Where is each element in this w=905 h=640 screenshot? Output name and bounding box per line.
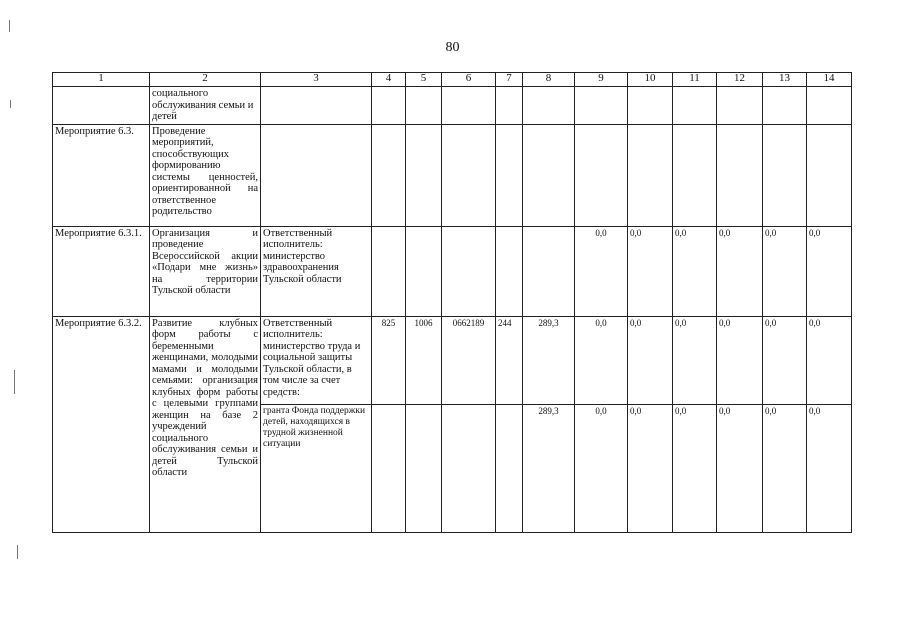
value-cell: 0,0	[717, 226, 763, 316]
budget-table	[52, 72, 852, 533]
table-cell	[372, 124, 406, 226]
value-cell: 0,0	[763, 226, 807, 316]
activity-description: Развитие клубных форм работы с беременными женщинами, молодыми мамами и молодыми семьями: организация клубных форм работы с целевыми группами женщин на базе 2 учреждений социального обслуживания семьи и детей Тульской области	[150, 316, 261, 532]
table-cell	[575, 87, 628, 125]
value-cell: 0,0	[717, 404, 763, 532]
table-cell	[442, 226, 496, 316]
table-cell	[763, 124, 807, 226]
table-row	[53, 316, 852, 404]
value-cell: 0,0	[673, 226, 717, 316]
table-cell	[372, 404, 406, 532]
column-header: 1	[53, 73, 150, 87]
header-row	[53, 73, 852, 87]
table-cell	[442, 124, 496, 226]
table-cell	[523, 226, 575, 316]
value-cell: 0,0	[807, 226, 852, 316]
responsible-executor: Ответственный исполнитель: министерство труда и социальной защиты Тульской области, в том числе за счет средств:	[261, 316, 372, 404]
table-cell	[372, 226, 406, 316]
activity-description: социального обслуживания семьи и детей	[150, 87, 261, 125]
value-cell: 0,0	[717, 316, 763, 404]
activity-number: Мероприятие 6.3.	[53, 124, 150, 226]
value-cell: 0,0	[575, 404, 628, 532]
scan-artifact	[9, 20, 10, 32]
activity-number: Мероприятие 6.3.1.	[53, 226, 150, 316]
table-cell	[807, 87, 852, 125]
scan-artifact	[14, 370, 15, 394]
table-cell	[261, 124, 372, 226]
table-cell	[717, 87, 763, 125]
table-cell	[406, 87, 442, 125]
activity-number: Мероприятие 6.3.2.	[53, 316, 150, 532]
table-cell	[496, 226, 523, 316]
value-cell: 0,0	[575, 226, 628, 316]
activity-description: Организация и проведение Всероссийской акции «Подари мне жизнь» на территории Тульской области	[150, 226, 261, 316]
column-header: 14	[807, 73, 852, 87]
value-cell: 0,0	[807, 316, 852, 404]
column-header: 12	[717, 73, 763, 87]
table-cell	[261, 87, 372, 125]
page-number: 80	[445, 40, 460, 55]
value-cell: 0,0	[575, 316, 628, 404]
table-cell	[673, 124, 717, 226]
table-cell	[807, 124, 852, 226]
table-cell	[372, 87, 406, 125]
table-cell	[406, 404, 442, 532]
code-cell: 825	[372, 316, 406, 404]
table-cell	[523, 124, 575, 226]
table-row	[53, 87, 852, 125]
table-cell	[717, 124, 763, 226]
column-header: 5	[406, 73, 442, 87]
activity-description: Проведение мероприятий, способствующих формированию системы ценностей, ориентированной на ответственное родительство	[150, 124, 261, 226]
value-cell: 0,0	[628, 316, 673, 404]
table-cell	[496, 124, 523, 226]
value-cell: 0,0	[673, 404, 717, 532]
code-cell: 0662189	[442, 316, 496, 404]
value-cell: 289,3	[523, 404, 575, 532]
table-cell	[442, 87, 496, 125]
column-header: 7	[496, 73, 523, 87]
column-header: 13	[763, 73, 807, 87]
column-header: 2	[150, 73, 261, 87]
value-cell: 0,0	[628, 404, 673, 532]
table-row	[53, 226, 852, 316]
table-cell	[496, 87, 523, 125]
column-header: 3	[261, 73, 372, 87]
table-cell	[628, 124, 673, 226]
code-cell: 244	[496, 316, 523, 404]
table-cell	[442, 404, 496, 532]
column-header: 9	[575, 73, 628, 87]
value-cell: 289,3	[523, 316, 575, 404]
scan-artifact	[10, 100, 11, 108]
value-cell: 0,0	[673, 316, 717, 404]
column-header: 6	[442, 73, 496, 87]
value-cell: 0,0	[763, 316, 807, 404]
table-cell	[406, 226, 442, 316]
table-cell	[523, 87, 575, 125]
funding-source: гранта Фонда поддержки детей, находящихся в трудной жизненной ситуации	[261, 404, 372, 532]
column-header: 10	[628, 73, 673, 87]
column-header: 11	[673, 73, 717, 87]
table-cell	[763, 87, 807, 125]
table-row	[53, 124, 852, 226]
table-cell	[575, 124, 628, 226]
table-cell	[496, 404, 523, 532]
column-header: 8	[523, 73, 575, 87]
code-cell: 1006	[406, 316, 442, 404]
value-cell: 0,0	[628, 226, 673, 316]
scan-artifact	[17, 545, 18, 559]
table-cell	[673, 87, 717, 125]
value-cell: 0,0	[763, 404, 807, 532]
table-cell	[628, 87, 673, 125]
table-cell	[406, 124, 442, 226]
value-cell: 0,0	[807, 404, 852, 532]
column-header: 4	[372, 73, 406, 87]
responsible-executor: Ответственный исполнитель: министерство здравоохранения Тульской области	[261, 226, 372, 316]
table-cell	[53, 87, 150, 125]
